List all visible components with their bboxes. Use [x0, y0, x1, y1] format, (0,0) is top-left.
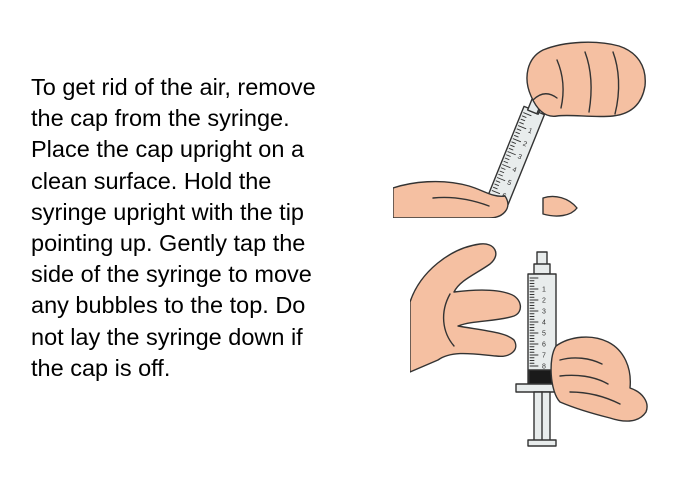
instruction-line: the cap from the syringe. [31, 105, 290, 132]
remove-cap-illustration [393, 38, 653, 218]
tap-syringe-illustration [410, 242, 650, 454]
instruction-line: pointing up. Gently tap the [31, 230, 306, 257]
scale-number: 4 [511, 166, 518, 175]
hand-icon [393, 182, 508, 218]
scale-number: 5 [542, 330, 546, 338]
scale-number: 8 [542, 363, 546, 371]
instruction-line: side of the syringe to move [31, 261, 312, 288]
scale-number: 1 [526, 127, 534, 136]
instruction-line: the cap is off. [31, 354, 171, 381]
scale-number: 5 [505, 179, 513, 188]
hand-icon [410, 244, 520, 372]
scale-number: 4 [542, 319, 546, 327]
instruction-line: not lay the syringe down if [31, 323, 303, 350]
instruction-line: Place the cap upright on a [31, 136, 305, 163]
scale-number: 2 [521, 140, 528, 149]
instruction-line: To get rid of the air, remove [31, 74, 316, 100]
instruction-text [31, 72, 381, 384]
scale-number: 3 [542, 308, 546, 316]
instruction-line: any bubbles to the top. Do [31, 292, 306, 319]
instruction-line: clean surface. Hold the [31, 167, 272, 194]
scale-number: 1 [542, 286, 546, 294]
instruction-line: syringe upright with the tip [31, 198, 305, 225]
scale-number: 6 [542, 341, 546, 349]
scale-number: 7 [542, 352, 546, 360]
scale-number: 2 [542, 297, 546, 305]
scale-number: 3 [516, 153, 523, 162]
